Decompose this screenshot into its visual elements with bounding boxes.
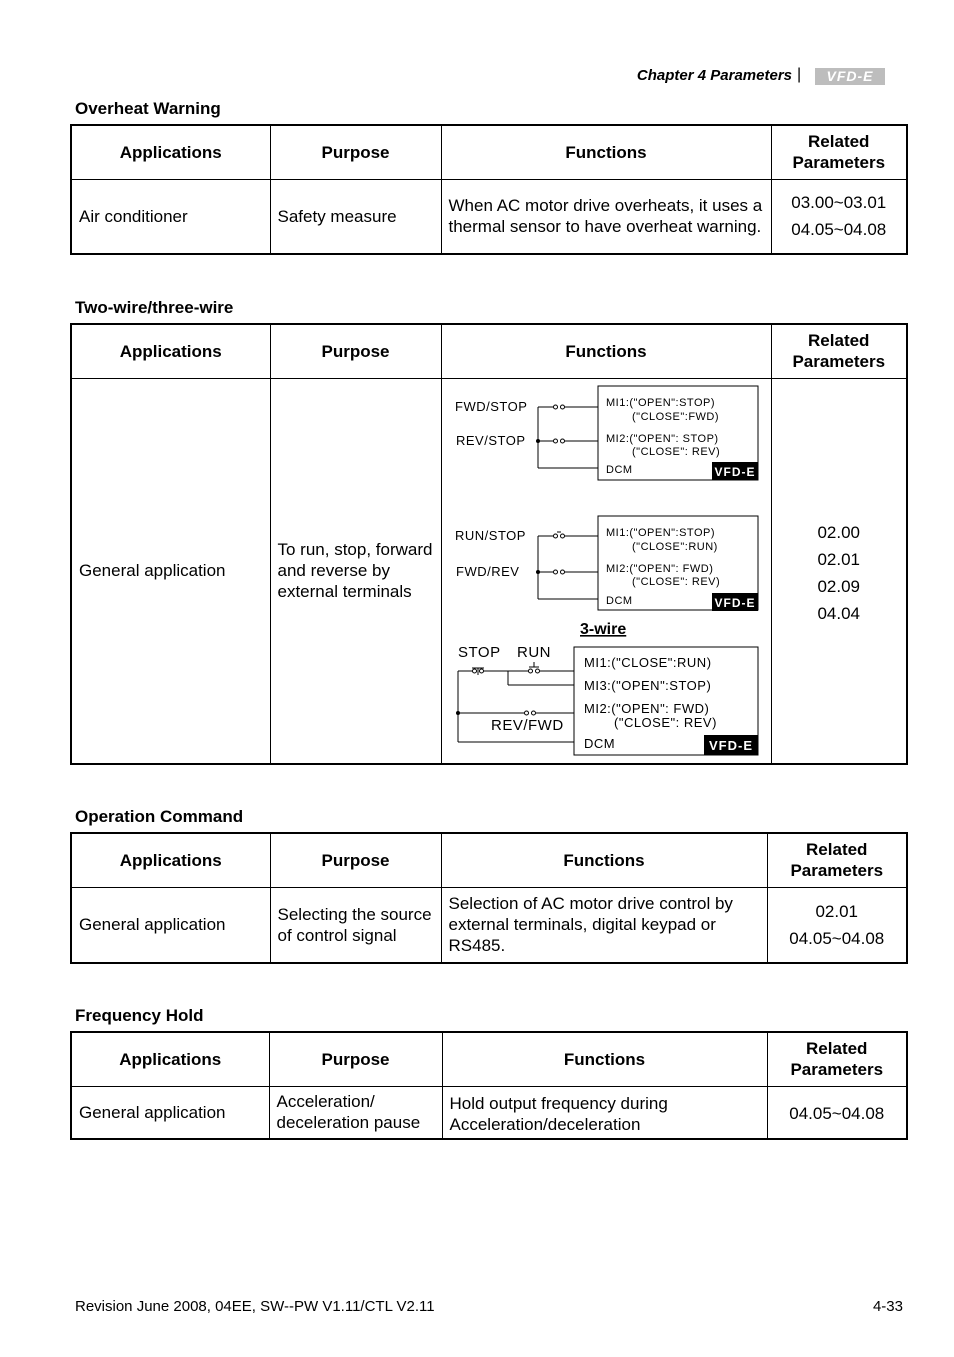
svg-text:("CLOSE":RUN): ("CLOSE":RUN) xyxy=(631,540,718,553)
cell-purpose: To run, stop, forward and reverse by external terminals xyxy=(270,378,441,764)
label-run: RUN xyxy=(516,643,551,661)
header-purpose: Purpose xyxy=(270,125,441,179)
cell-application: General application xyxy=(71,887,270,963)
cell-application: General application xyxy=(71,1086,269,1139)
svg-text:MI1:("CLOSE":RUN): MI1:("CLOSE":RUN) xyxy=(583,654,712,670)
cell-params: 02.01 04.05~04.08 xyxy=(767,887,907,963)
label-stop: STOP xyxy=(457,643,501,661)
chapter-title: Chapter 4 Parameters xyxy=(636,67,792,84)
section-title-overheat: Overheat Warning xyxy=(75,99,221,118)
section-title-twowire: Two-wire/three-wire xyxy=(75,298,234,317)
twowire-table xyxy=(70,323,908,765)
cell-purpose: Selecting the source of control signal xyxy=(270,887,441,963)
label-run-stop: RUN/STOP xyxy=(454,527,526,543)
cell-functions: When AC motor drive overheats, it uses a thermal sensor to have overheat warning. xyxy=(441,179,771,254)
badge-vfd-e: VFD-E xyxy=(708,737,753,753)
svg-text:DCM: DCM xyxy=(583,735,615,751)
cell-params: 02.00 02.01 02.09 04.04 xyxy=(771,378,907,764)
svg-text:("CLOSE": REV): ("CLOSE": REV) xyxy=(631,575,720,588)
caption-3-wire: 3-wire xyxy=(579,620,626,638)
cell-params: 04.05~04.08 xyxy=(767,1086,907,1139)
svg-text:("CLOSE": REV): ("CLOSE": REV) xyxy=(613,714,717,730)
svg-text:MI2:("OPEN": FWD): MI2:("OPEN": FWD) xyxy=(583,700,709,716)
header-purpose: Purpose xyxy=(269,1032,442,1086)
section-title-frequency: Frequency Hold xyxy=(75,1006,204,1025)
svg-text:DCM: DCM xyxy=(605,463,633,476)
cell-params: 03.00~03.01 04.05~04.08 xyxy=(771,179,907,254)
svg-text:MI1:("OPEN":STOP): MI1:("OPEN":STOP) xyxy=(605,396,715,409)
svg-text:MI3:("OPEN":STOP): MI3:("OPEN":STOP) xyxy=(583,677,711,693)
section-title-operation: Operation Command xyxy=(75,807,244,826)
footer-revision: Revision June 2008, 04EE, SW--PW V1.11/CTL V2.11 xyxy=(75,1298,435,1315)
svg-text:MI2:("OPEN": STOP): MI2:("OPEN": STOP) xyxy=(605,432,719,445)
cell-application: Air conditioner xyxy=(71,179,270,254)
header-functions: Functions xyxy=(441,833,767,887)
header-applications: Applications xyxy=(71,324,270,378)
header-purpose: Purpose xyxy=(270,833,441,887)
label-fwd-rev: FWD/REV xyxy=(455,563,519,579)
overheat-table xyxy=(70,124,908,255)
header-related-parameters: Related Parameters xyxy=(767,833,907,887)
header-purpose: Purpose xyxy=(270,324,441,378)
page-number: 4-33 xyxy=(872,1298,903,1315)
cell-purpose: Safety measure xyxy=(270,179,441,254)
svg-text:("CLOSE": REV): ("CLOSE": REV) xyxy=(631,445,720,458)
header-related-parameters: Related Parameters xyxy=(767,1032,907,1086)
header-applications: Applications xyxy=(71,125,270,179)
header-applications: Applications xyxy=(71,1032,269,1086)
wiring-diagram-cell xyxy=(441,378,771,764)
label-fwd-stop: FWD/STOP xyxy=(454,398,527,414)
header-applications: Applications xyxy=(71,833,270,887)
badge-vfd-e: VFD-E xyxy=(714,464,755,479)
svg-text:("CLOSE":FWD): ("CLOSE":FWD) xyxy=(631,410,719,423)
header-functions: Functions xyxy=(442,1032,767,1086)
vfd-e-logo: VFD-E xyxy=(815,68,885,85)
svg-text:MI2:("OPEN": FWD): MI2:("OPEN": FWD) xyxy=(605,562,713,575)
label-rev-fwd: REV/FWD xyxy=(490,716,564,734)
operation-table xyxy=(70,832,908,964)
badge-vfd-e: VFD-E xyxy=(714,595,755,610)
header-related-parameters: Related Parameters xyxy=(771,125,907,179)
wiring-diagram xyxy=(442,379,770,763)
label-rev-stop: REV/STOP xyxy=(455,432,526,448)
svg-text:MI1:("OPEN":STOP): MI1:("OPEN":STOP) xyxy=(605,526,715,539)
frequency-table xyxy=(70,1031,908,1140)
cell-functions: Selection of AC motor drive control by external terminals, digital keypad or RS485. xyxy=(441,887,767,963)
cell-purpose: Acceleration/ deceleration pause xyxy=(269,1086,442,1139)
header-related-parameters: Related Parameters xyxy=(771,324,907,378)
header-separator: | xyxy=(797,66,802,83)
header-functions: Functions xyxy=(441,125,771,179)
svg-text:DCM: DCM xyxy=(605,594,633,607)
header-functions: Functions xyxy=(441,324,771,378)
cell-functions: Hold output frequency during Acceleration/deceleration xyxy=(442,1086,767,1139)
cell-application: General application xyxy=(71,378,270,764)
